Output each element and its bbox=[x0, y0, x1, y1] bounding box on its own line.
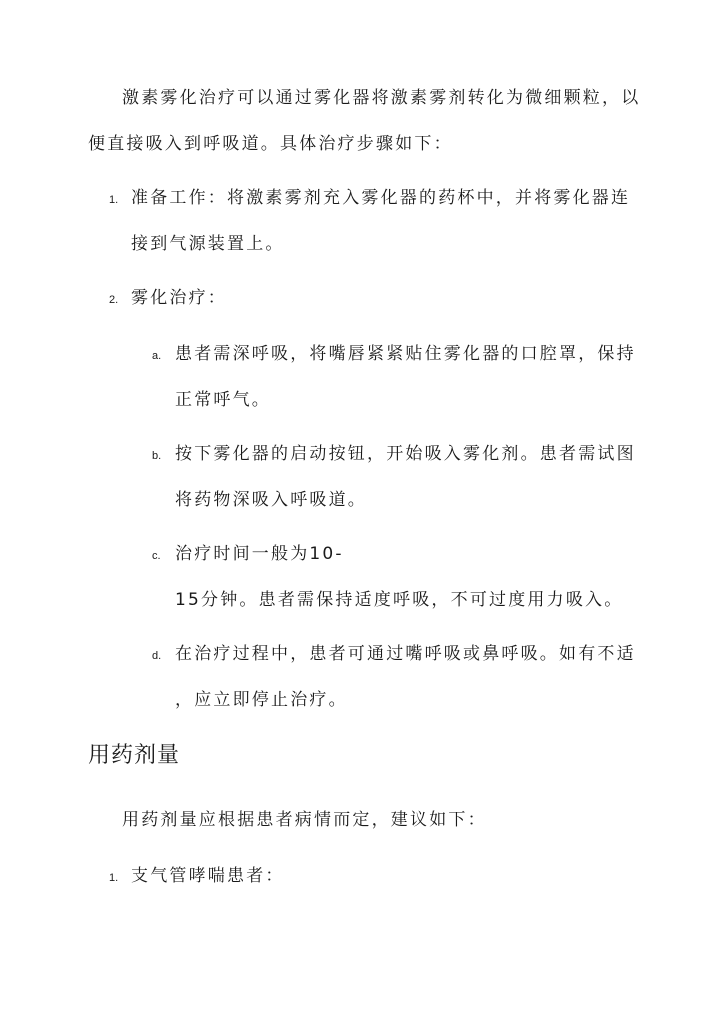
substep-b-marker: b. bbox=[152, 450, 162, 462]
substep-d-line-2: ，应立即停止治疗。 bbox=[175, 690, 348, 710]
step-1-marker: 1. bbox=[109, 194, 119, 206]
dosage-heading: 用药剂量 bbox=[88, 743, 181, 768]
dosage-item-1-line-1: 支气管哮喘患者： bbox=[131, 866, 285, 886]
substep-c-line-2: 15分钟。患者需保持适度呼吸，不可过度用力吸入。 bbox=[175, 590, 624, 610]
step-2-marker: 2. bbox=[109, 294, 119, 306]
step-1-line-1: 准备工作：将激素雾剂充入雾化器的药杯中，并将雾化器连 bbox=[131, 188, 631, 208]
step-2-line-1: 雾化治疗： bbox=[131, 288, 227, 308]
substep-d-marker: d. bbox=[152, 650, 162, 662]
intro-line-2: 便直接吸入到呼吸道。具体治疗步骤如下： bbox=[88, 134, 453, 154]
dosage-item-1-marker: 1. bbox=[109, 872, 119, 884]
substep-c-line-1: 治疗时间一般为10- bbox=[175, 544, 344, 564]
substep-c-marker: c. bbox=[152, 550, 161, 562]
substep-a-line-2: 正常呼气。 bbox=[175, 390, 271, 410]
step-1-line-2: 接到气源装置上。 bbox=[131, 234, 285, 254]
intro-line-1: 激素雾化治疗可以通过雾化器将激素雾剂转化为微细颗粒，以 bbox=[122, 88, 641, 108]
substep-b-line-2: 将药物深吸入呼吸道。 bbox=[175, 490, 367, 510]
substep-d-line-1: 在治疗过程中，患者可通过嘴呼吸或鼻呼吸。如有不适 bbox=[175, 644, 636, 664]
substep-a-marker: a. bbox=[152, 350, 162, 362]
substep-a-line-1: 患者需深呼吸，将嘴唇紧紧贴住雾化器的口腔罩，保持 bbox=[175, 344, 636, 364]
substep-b-line-1: 按下雾化器的启动按钮，开始吸入雾化剂。患者需试图 bbox=[175, 444, 636, 464]
dosage-intro: 用药剂量应根据患者病情而定，建议如下： bbox=[122, 810, 487, 830]
